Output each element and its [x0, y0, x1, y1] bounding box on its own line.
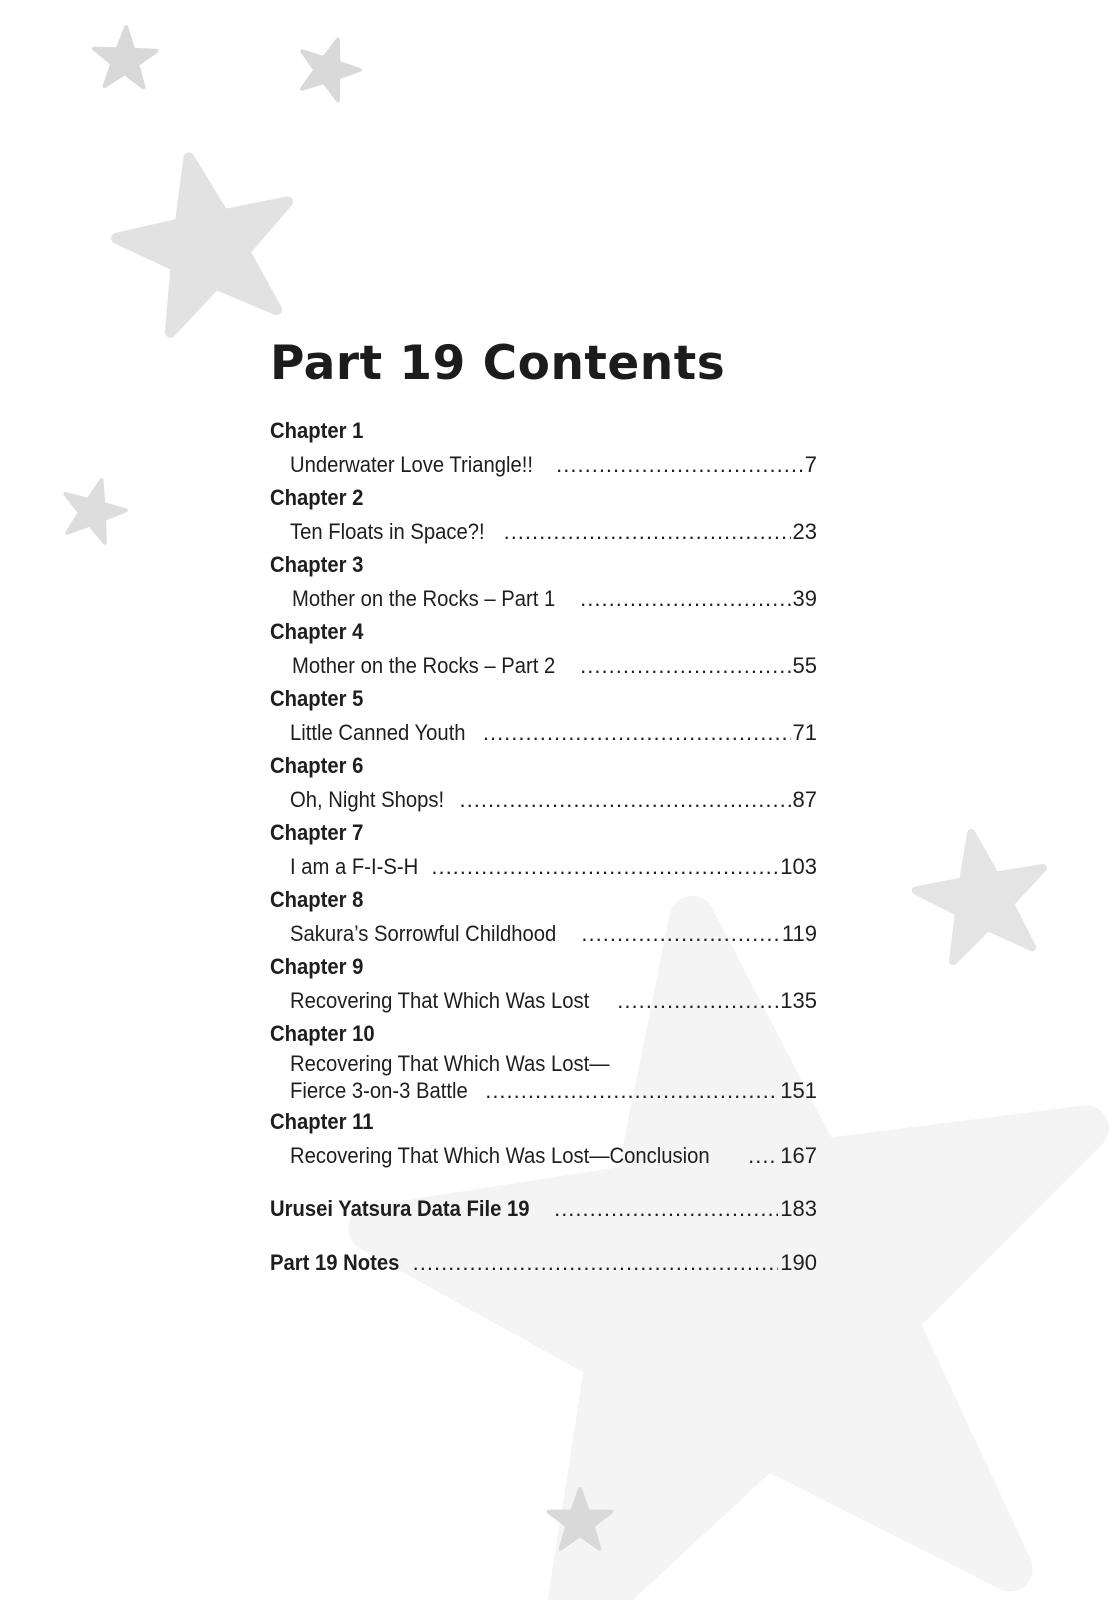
entry-title: Urusei Yatsura Data File 19: [270, 1196, 530, 1221]
entry-title: Recovering That Which Was Lost: [290, 988, 590, 1013]
toc-entry[interactable]: [270, 1077, 817, 1105]
toc-entry-data-file[interactable]: [270, 1192, 817, 1226]
entry-title: Part 19 Notes: [270, 1250, 400, 1275]
toc-entry-notes[interactable]: [270, 1246, 817, 1280]
dot-leader: [504, 515, 791, 548]
dot-leader: [413, 1246, 779, 1280]
entry-title: Little Canned Youth: [290, 720, 466, 745]
toc-entry[interactable]: [270, 850, 817, 883]
star-icon: [908, 822, 1057, 966]
page-number: 39: [792, 586, 817, 611]
chapter-label: Chapter 9: [270, 954, 364, 979]
page-number: 183: [780, 1196, 817, 1221]
toc-entry[interactable]: [270, 515, 817, 548]
page-number: 167: [780, 1143, 817, 1168]
chapter-label: Chapter 2: [270, 485, 364, 510]
entry-title: Mother on the Rocks – Part 2: [292, 653, 556, 678]
page-number: 190: [780, 1250, 817, 1275]
dot-leader: [581, 917, 780, 950]
chapter-label: Chapter 8: [270, 887, 364, 912]
toc-entry[interactable]: [270, 783, 817, 816]
star-icon: [93, 26, 158, 88]
dot-leader: [483, 716, 791, 749]
chapter-label: Chapter 6: [270, 753, 364, 778]
chapter-label: Chapter 7: [270, 820, 364, 845]
dot-leader: [460, 783, 791, 816]
entry-title: Ten Floats in Space?!: [290, 519, 485, 544]
page-number: 151: [780, 1078, 817, 1103]
toc-entry[interactable]: [270, 917, 817, 950]
toc-entry[interactable]: [270, 716, 817, 749]
toc-entry[interactable]: [270, 448, 817, 481]
page-number: 55: [792, 653, 817, 678]
spacer: [270, 1226, 817, 1246]
entry-title: Fierce 3-on-3 Battle: [290, 1078, 468, 1103]
entry-title: Recovering That Which Was Lost—: [290, 1051, 610, 1076]
entry-title: Oh, Night Shops!: [290, 787, 445, 812]
star-icon: [56, 472, 132, 546]
entry-title: Recovering That Which Was Lost—Conclusion: [290, 1143, 710, 1168]
entry-title: Underwater Love Triangle!!: [290, 452, 534, 477]
chapter-label: Chapter 5: [270, 686, 364, 711]
star-icon: [291, 30, 367, 104]
entry-title-line[interactable]: [270, 1051, 817, 1077]
dot-leader: [556, 448, 803, 481]
entry-title: Sakura’s Sorrowful Childhood: [290, 921, 557, 946]
dot-leader: [485, 1077, 778, 1105]
star-icon: [103, 140, 309, 339]
dot-leader: [431, 850, 778, 883]
page-number: 7: [804, 452, 817, 477]
dot-leader: [554, 1192, 778, 1226]
dot-leader: [580, 649, 790, 682]
page-title: Part 19 Contents: [270, 336, 726, 391]
page-number: 23: [792, 519, 817, 544]
toc-entry[interactable]: [270, 649, 817, 682]
page-number: 87: [792, 787, 817, 812]
chapter-label: Chapter 4: [270, 619, 364, 644]
toc-entry[interactable]: [270, 1139, 817, 1172]
entry-title: I am a F-I-S-H: [290, 854, 419, 879]
table-of-contents: [270, 414, 817, 1280]
page-number: 135: [780, 988, 817, 1013]
entry-title: Mother on the Rocks – Part 1: [292, 586, 556, 611]
page-number: 103: [780, 854, 817, 879]
chapter-label: Chapter 11: [270, 1109, 374, 1134]
toc-entry[interactable]: [270, 582, 817, 615]
chapter-label: Chapter 10: [270, 1021, 375, 1046]
chapter-label: Chapter 1: [270, 418, 364, 443]
page-number: 71: [792, 720, 817, 745]
dot-leader: [617, 984, 778, 1017]
dot-leader: [748, 1139, 778, 1172]
dot-leader: [580, 582, 790, 615]
page-number: 119: [781, 921, 817, 946]
toc-entry[interactable]: [270, 984, 817, 1017]
spacer: [270, 1172, 817, 1192]
chapter-label: Chapter 3: [270, 552, 364, 577]
